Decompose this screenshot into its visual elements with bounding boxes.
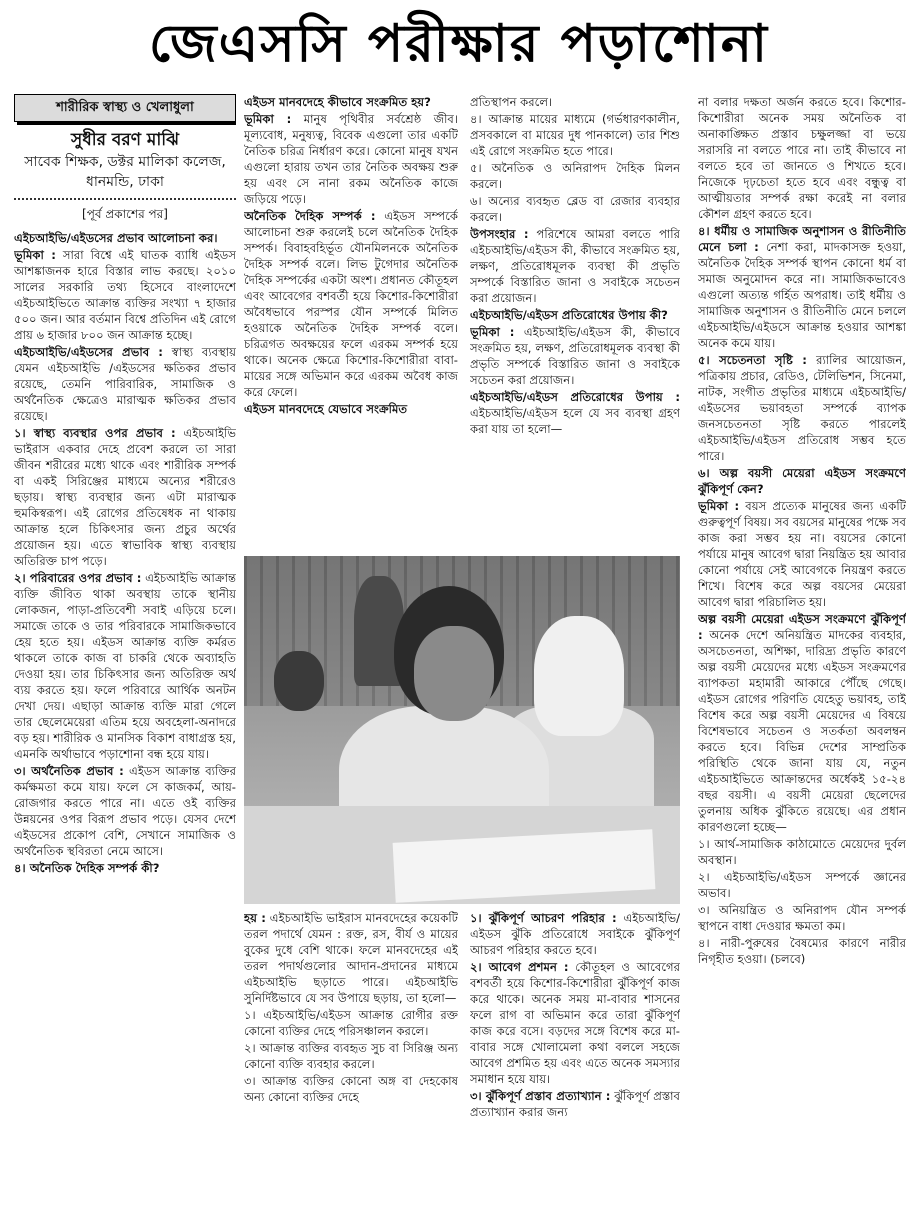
paragraph: হয় : এইচআইভি ভাইরাস মানবদেহের কয়েকটি তরল পদার্থে যেমন : রক্ত, রস, বীর্য ও মায়ের বুকের দুধে বেশি থাকে। ফলে মানবদেহের এই তরল পদার্থগুলোর আদান-প্রদানের মাধ্যমে এইচআইভি ছড়াতে পারে। এইচআইভি সুনির্দিষ্টভাবে যে সব উপায়ে ছড়ায়, তা হলো— [244, 911, 458, 1005]
paragraph: ভূমিকা : বয়স প্রত্যেক মানুষের জন্য একটি গুরুত্বপূর্ণ বিষয়। সব বয়সের মানুষের পক্ষে সব কাজ করা সম্ভব হয় না। বয়সের কোনো পর্যায়ে মানুষ আবেগ দ্বারা নিয়ন্ত্রিত হয় আবার কোনো পর্যায়ে সেই আবেগকে নিয়ন্ত্রণ করতে শিখে। বিশেষ করে অল্প বয়সের মেয়েরা আবেগ দ্বারা পরিচালিত হয়। [698, 499, 906, 609]
paragraph: ৪। ধর্মীয় ও সামাজিক অনুশাসন ও রীতিনীতি মেনে চলা : নেশা করা, মাদকাসক্ত হওয়া, অনৈতিক দৈহিক সম্পর্ক স্থাপন কোনো ধর্ম বা সমাজ অনুমোদন করে না। সামাজিকভাবেও এগুলো অত্যন্ত গর্হিত অপরাধ। তাই ধর্মীয় ও সামাজিক অনুশাসন ও রীতিনীতি মেনে চললে এইচআইভি/এইডসে আক্রান্ত হওয়ার আশঙ্কা অনেক কমে যায়। [698, 224, 906, 350]
paragraph: ৫। সচেতনতা সৃষ্টি : র‍্যালির আয়োজন, পত্রিকায় প্রচার, রেডিও, টেলিভিশন, সিনেমা, নাটক, সংগীত প্রভৃতির মাধ্যমে এইচআইভি/এইডসের ভয়াবহতা সম্পর্কে ব্যাপক জনসচেতনতা সৃষ্টি করতে পারলেই এইচআইভি/এইডস প্রতিরোধ সম্ভব হতে পারে। [698, 353, 906, 463]
masthead [0, 0, 918, 92]
article-heading: এইচআইভি/এইডসের প্রভাব আলোচনা কর। [14, 231, 218, 245]
subheading: এইডস মানবদেহে যেভাবে সংক্রমিত [244, 402, 408, 416]
paragraph: ১। আর্থ-সামাজিক কাঠামোতে মেয়েদের দুর্বল অবস্থান। [698, 837, 906, 867]
paragraph: অল্প বয়সী মেয়েরা এইডস সংক্রমণে ঝুঁকিপূর্ণ : অনেক দেশে অনিয়ন্ত্রিত মাদকের ব্যবহার, অসচেতনতা, অশিক্ষা, দারিদ্র্য প্রভৃতি কারণে অল্প বয়সী মেয়েদের মধ্যে এইডস সংক্রমণের ব্যাপকতা মহামারী আকারে পৌঁছে গেছে। এইডস রোগের পরিণতি যেহেতু ভয়াবহ, তাই বিশেষ করে অল্প বয়সী মেয়েদের এ বিষয়ে বিশেষভাবে সচেতন ও সতর্কতা অবলম্বন করতে হবে। বিভিন্ন দেশের সাম্প্রতিক পরিস্থিতি থেকে জানা যায় যে, নতুন এইচআইভিতে আক্রান্তদের অর্ধেকই ১৫-২৪ বছর বয়সী। এ বয়সী মেয়েরা ছেলেদের তুলনায় অধিক ঝুঁকিতে রয়েছে। এর প্রধান কারণগুলো হচ্ছে— [698, 612, 906, 834]
divider [14, 198, 236, 200]
column-2-bottom [244, 910, 458, 1200]
column-2-top [244, 94, 458, 546]
article-heading: এইডস মানবদেহে কীভাবে সংক্রমিত হয়? [244, 95, 431, 109]
paragraph: অনৈতিক দৈহিক সম্পর্ক : এইডস সম্পর্কে আলোচনা শুরু করলেই চলে অনৈতিক দৈহিক সম্পর্ক। বিবাহবহির্ভূত যৌনমিলনকে অনৈতিক দৈহিক সম্পর্ক বলে। লিভ টুগেদার অনৈতিক দৈহিক সম্পর্কের একটা অংশ। প্রধানত কৌতূহল এবং আবেগের বশবর্তী হয়ে কিশোর-কিশোরীরা অবৈধভাবে পরস্পর যৌন সম্পর্কে মিলিত হওয়াকে অনৈতিক দৈহিক সম্পর্ক বলে। চরিত্রগত অবক্ষয়ের ফলে এরকম সম্পর্ক হয়ে থাকে। অনেক ক্ষেত্রে কিশোর-কিশোরীরা বাবা-মায়ের সঙ্গে অভিমান করে এরকম অবৈধ কাজ করে ফেলে। [244, 209, 458, 399]
paragraph: ৬। অন্যের ব্যবহৃত ব্লেড বা রেজার ব্যবহার করলে। [470, 194, 680, 224]
paragraph: ২। পরিবারের ওপর প্রভাব : এইচআইভি আক্রান্ত ব্যক্তি জীবিত থাকা অবস্থায় তাকে স্থানীয় লোকজন, পাড়া-প্রতিবেশী সবাই এড়িয়ে চলে। সমাজে তাকে ও তার পরিবারকে সামাজিকভাবে হেয় হতে হয়। এইডস আক্রান্ত ব্যক্তি কর্মরত থাকলে তাকে কাজ বা চাকরি থেকে অব্যাহতি দেওয়া হয়। তার চিকিৎসার জন্য অতিরিক্ত অর্থ ব্যয় করতে হয়। ফলে পরিবারে আর্থিক অনটন দেখা দেয়। এছাড়া আক্রান্ত ব্যক্তি মারা গেলে তার ছেলেমেয়েরা এতিম হয়ে অবহেলা-অনাদরে বড় হয়। শারীরিক ও মানসিক বিকাশ বাধাগ্রস্ত হয়, এমনকি অর্থাভাবে পড়াশোনা বন্ধ হয়ে যায়। [14, 571, 236, 761]
subheading: ৪। অনৈতিক দৈহিক সম্পর্ক কী? [14, 861, 160, 875]
paragraph: ২। আক্রান্ত ব্যক্তির ব্যবহৃত সুচ বা সিরিঞ্জ অন্য কোনো ব্যক্তি ব্যবহার করলে। [244, 1041, 458, 1071]
paragraph: ৩। আক্রান্ত ব্যক্তির কোনো অঙ্গ বা দেহকোষ অন্য কোনো ব্যক্তির দেহে [244, 1074, 458, 1104]
article-heading: ৬। অল্প বয়সী মেয়েরা এইডস সংক্রমণে ঝুঁকিপূর্ণ কেন? [698, 466, 906, 496]
paragraph: ১। ঝুঁকিপূর্ণ আচরণ পরিহার : এইচআইভি/এইডস ঝুঁকি প্রতিরোধে সবাইকে ঝুঁকিপূর্ণ আচরণ পরিহার করতে হবে। [470, 911, 680, 957]
paragraph: ভূমিকা : মানুষ পৃথিবীর সর্বশ্রেষ্ঠ জীব। মূল্যবোধ, মনুষ্যত্ব, বিবেক এগুলো তার একটি নৈতিক চরিত্র নির্ধারণ করে। কোনো মানুষ যখন এগুলো হারায় তখন তার নৈতিক অবক্ষয় শুরু হয় এবং সে নানা রকম অনৈতিক কাজে জড়িয়ে পড়ে। [244, 112, 458, 206]
column-1 [14, 94, 236, 1198]
photo-student-right-head [534, 616, 624, 736]
paragraph: ২। এইচআইভি/এইডস সম্পর্কে জ্ঞানের অভাব। [698, 870, 906, 900]
paragraph: এইচআইভি/এইডসের প্রভাব : স্বাস্থ্য ব্যবস্থায় যেমন এইচআইভি /এইডসের ক্ষতিকর প্রভাব রয়েছে, তেমনি পারিবারিক, সামাজিক ও অর্থনৈতিক ক্ষেত্রেও মারাত্মক ক্ষতিকর প্রভাব রয়েছে। [14, 345, 236, 423]
continued-note: [পূর্ব প্রকাশের পর] [82, 207, 168, 221]
paragraph: ৪। নারী-পুরুষের বৈষম্যের কারণে নারীর নিগৃহীত হওয়া। (চলবে) [698, 936, 906, 966]
exam-hall-photo [244, 556, 680, 904]
article-heading: এইচআইভি/এইডস প্রতিরোধের উপায় কী? [470, 308, 668, 322]
paragraph: এইচআইভি/এইডস প্রতিরোধের উপায় : এইচআইভি/এইডস হলে যে সব ব্যবস্থা গ্রহণ করা যায় তা হলো— [470, 390, 680, 436]
paragraph: ৪। আক্রান্ত মায়ের মাধ্যমে (গর্ভধারণকালীন, প্রসবকালে বা মায়ের দুধ পানকালে) তার শিশু এই রোগে সংক্রমিত হতে পারে। [470, 112, 680, 158]
paragraph: ১। স্বাস্থ্য ব্যবস্থার ওপর প্রভাব : এইচআইভি ভাইরাস একবার দেহে প্রবেশ করলে তা সারা জীবন শরীরের মধ্যে থাকে এবং শারীরিক সম্পর্ক বা একই সিরিঞ্জের মাধ্যমে অন্যের শরীরেও ছড়ায়। স্বাস্থ্য ব্যবস্থার জন্য এটা মারাত্মক হুমকিস্বরূপ। এই রোগের প্রতিষেধক না থাকায় আক্রান্ত হলে চিকিৎসার জন্য প্রচুর অর্থের প্রয়োজন হয়। এতে স্বাভাবিক স্বাস্থ্য ব্যবস্থায় অতিরিক্ত চাপ পড়ে। [14, 426, 236, 568]
paragraph: ভূমিকা : এইচআইভি/এইডস কী, কীভাবে সংক্রমিত হয়, লক্ষণ, প্রতিরোধমূলক ব্যবস্থা কী প্রভৃতি সম্পর্কে বিস্তারিত জানা ও সবাইকে সচেতন করা প্রয়োজন। [470, 325, 680, 387]
column-3-bottom [470, 910, 680, 1200]
paragraph: ৩। ঝুঁকিপূর্ণ প্রস্তাব প্রত্যাখ্যান : ঝুঁকিপূর্ণ প্রস্তাব প্রত্যাখ্যান করার জন্য [470, 1089, 680, 1119]
author-name: সুধীর বরণ মাঝি [70, 130, 179, 150]
column-3-top [470, 94, 680, 546]
paragraph: ৩। অর্থনৈতিক প্রভাব : এইডস আক্রান্ত ব্যক্তির কর্মক্ষমতা কমে যায়। ফলে সে কাজকর্ম, আয়-রোজগার করতে পারে না। এতে ওই ব্যক্তির উন্নয়নের ওপর বিরূপ প্রভাব পড়ে। যেসব দেশে এইডসের প্রকোপ বেশি, সেখানে সামাজিক ও অর্থনৈতিক স্থবিরতা নেমে আসে। [14, 764, 236, 858]
photo-background-student [274, 651, 324, 711]
author-info: সাবেক শিক্ষক, ডক্টর মালিকা কলেজ, ধানমন্ডি, ঢাকা [24, 154, 226, 190]
paragraph: ভূমিকা : সারা বিশ্বে এই ঘাতক ব্যাধি এইডস আশঙ্কাজনক হারে বিস্তার লাভ করছে। ২০১০ সালের সরকারি তথ্য হিসেবে বাংলাদেশে এইচআইভিতে আক্রান্ত ব্যক্তির সংখ্যা ৭ হাজার ৫০০ জন। আর বর্তমান বিশ্বে প্রতিদিন এই রোগে প্রায় ৬ হাজার ৮০০ জন আক্রান্ত হচ্ছে। [14, 248, 236, 342]
paragraph: ৩। অনিয়ন্ত্রিত ও অনিরাপদ যৌন সম্পর্ক স্থাপনে বাধা দেওয়ার ক্ষমতা কম। [698, 903, 906, 933]
page-title: জেএসসি পরীক্ষার পড়াশোনা [149, 12, 769, 74]
photo-student-face [414, 626, 494, 721]
paragraph: ১। এইচআইভি/এইডস আক্রান্ত রোগীর রক্ত কোনো ব্যক্তির দেহে পরিসঞ্চালন করলে। [244, 1008, 458, 1038]
paragraph: ২। আবেগ প্রশমন : কৌতূহল ও আবেগের বশবর্তী হয়ে কিশোর-কিশোরীরা ঝুঁকিপূর্ণ কাজ করে থাকে। অনেক সময় মা-বাবার শাসনের ফলে রাগ বা অভিমান করে তারা ঝুঁকিপূর্ণ কাজ করে বসে। বড়দের সঙ্গে বিশেষ করে মা-বাবার সঙ্গে খোলামেলা কথা বললে সহজে আবেগ প্রশমিত হয় এবং এতে অনেক সমস্যার সমাধান হয়ে যায়। [470, 960, 680, 1086]
paragraph: উপসংহার : পরিশেষে আমরা বলতে পারি এইচআইভি/এইডস কী, কীভাবে সংক্রমিত হয়, লক্ষণ, প্রতিরোধমূলক ব্যবস্থা কী প্রভৃতি সম্পর্কে বিস্তারিত জানা ও সবাইকে সচেতন করা প্রয়োজন। [470, 227, 680, 305]
section-tag: শারীরিক স্বাস্থ্য ও খেলাধুলা [14, 94, 236, 122]
paragraph: না বলার দক্ষতা অর্জন করতে হবে। কিশোর-কিশোরীরা অনেক সময় অনৈতিক বা অনাকাঙ্ক্ষিত প্রস্তাব চক্ষুলজ্জা বা ভয়ে সরাসরি না বলতে পারে না। তাই কীভাবে না বলতে হবে তা জানতে ও শিখতে হবে। নিজেকে দৃঢ়চেতা হতে হবে এবং বন্ধুত্ব বা আত্মীয়তার সম্পর্ক রক্ষা করেই না বলার কৌশল গ্রহণ করতে হবে। [698, 95, 906, 221]
paragraph: প্রতিস্থাপন করলে। [470, 95, 553, 109]
paragraph: ৫। অনৈতিক ও অনিরাপদ দৈহিক মিলন করলে। [470, 161, 680, 191]
column-4 [698, 94, 906, 1198]
